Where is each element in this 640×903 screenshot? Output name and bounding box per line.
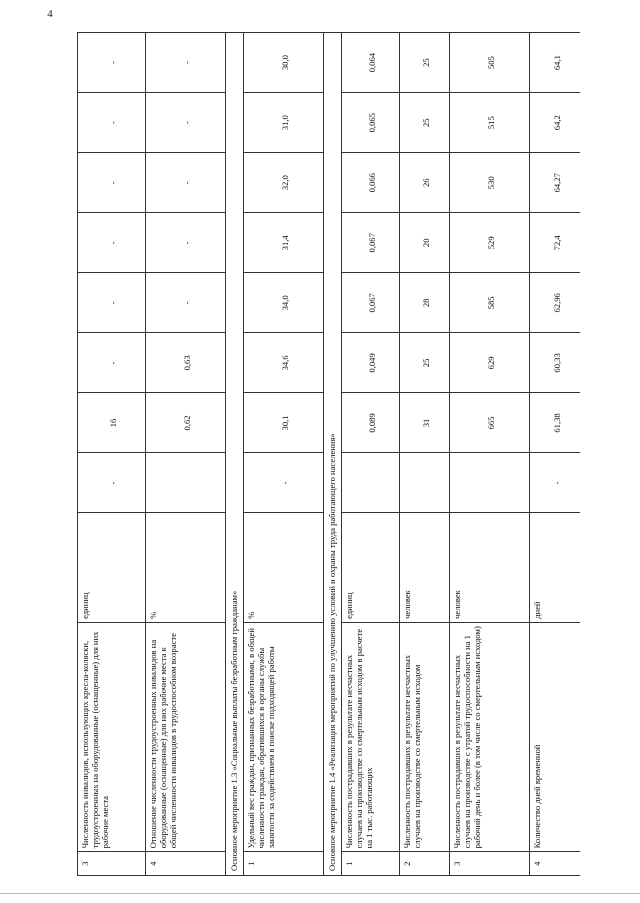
value-cell: 0,065 — [342, 93, 400, 153]
value-cell — [146, 453, 226, 513]
value-cell: 665 — [450, 393, 530, 453]
value-cell: 64,1 — [530, 33, 581, 93]
value-cell: 64,2 — [530, 93, 581, 153]
value-cell: 25 — [400, 33, 450, 93]
value-cell: 62,96 — [530, 273, 581, 333]
unit: человек — [400, 513, 450, 622]
value-cell: 629 — [450, 333, 530, 393]
table-row — [400, 33, 450, 876]
row-number: 3 — [78, 852, 146, 876]
value-cell: 30,0 — [244, 33, 324, 93]
value-cell: 0,63 — [146, 333, 226, 393]
value-cell: - — [146, 273, 226, 333]
value-cell: 530 — [450, 153, 530, 213]
value-cell: 0,067 — [342, 213, 400, 273]
indicator-name: Численность инвалидов, использующих кресла-коляски, трудоустроенных на оборудованные (оснащенные) для них рабочие места — [78, 622, 146, 852]
row-number: 1 — [342, 852, 400, 876]
value-cell: 32,0 — [244, 153, 324, 213]
value-cell: - — [78, 93, 146, 153]
value-cell: 0,064 — [342, 33, 400, 93]
value-cell: - — [78, 213, 146, 273]
value-cell: - — [244, 453, 324, 513]
page-number: 4 — [47, 8, 53, 20]
unit: человек — [450, 513, 530, 622]
value-cell: 0,049 — [342, 333, 400, 393]
value-cell: 515 — [450, 93, 530, 153]
unit: единиц — [78, 513, 146, 622]
value-cell: 0,089 — [342, 393, 400, 453]
value-cell: - — [146, 93, 226, 153]
rotated-table — [77, 32, 580, 876]
value-cell: - — [78, 333, 146, 393]
value-cell: - — [530, 453, 581, 513]
row-number: 4 — [146, 852, 226, 876]
value-cell: 0,62 — [146, 393, 226, 453]
table-row — [342, 33, 400, 876]
rotated-table-frame — [77, 32, 580, 876]
table-row — [530, 33, 581, 876]
value-cell: - — [146, 153, 226, 213]
table-row — [78, 33, 146, 876]
value-cell — [400, 453, 450, 513]
value-cell: 28 — [400, 273, 450, 333]
value-cell: 25 — [400, 93, 450, 153]
value-cell — [450, 453, 530, 513]
unit: единиц — [342, 513, 400, 622]
table-row — [244, 33, 324, 876]
row-number: 3 — [450, 852, 530, 876]
scan-edge-divider — [0, 893, 640, 894]
value-cell: 0,066 — [342, 153, 400, 213]
value-cell: 60,33 — [530, 333, 581, 393]
value-cell: 64,27 — [530, 153, 581, 213]
value-cell: - — [146, 33, 226, 93]
value-cell: 61,38 — [530, 393, 581, 453]
value-cell: 31,0 — [244, 93, 324, 153]
value-cell — [342, 453, 400, 513]
value-cell: - — [78, 153, 146, 213]
unit: % — [244, 513, 324, 622]
value-cell: 30,1 — [244, 393, 324, 453]
indicator-name: Численность пострадавших в результате несчастных случаев на производстве со смертельным исходом в расчете на 1 тыс. работающих — [342, 622, 400, 852]
value-cell: - — [146, 213, 226, 273]
table-row — [450, 33, 530, 876]
value-cell: 25 — [400, 333, 450, 393]
row-number: 1 — [244, 852, 324, 876]
table-row — [146, 33, 226, 876]
indicator-name: Количество дней временной — [530, 622, 581, 852]
unit: дней — [530, 513, 581, 622]
row-number: 4 — [530, 852, 581, 876]
indicators-table — [77, 32, 580, 876]
indicator-name: Численность пострадавших в результате несчастных случаев на производстве с утратой трудоспособности на 1 рабочий день и более (в том числе со смертельным исходом) — [450, 622, 530, 852]
value-cell: 529 — [450, 213, 530, 273]
section-row — [324, 33, 342, 876]
section-title: Основное мероприятие 1.4 «Реализация мероприятий по улучшению условий и охраны труда работающего населения» — [324, 33, 342, 876]
value-cell: 20 — [400, 213, 450, 273]
value-cell: 16 — [78, 393, 146, 453]
value-cell: - — [78, 273, 146, 333]
value-cell: - — [78, 453, 146, 513]
unit: % — [146, 513, 226, 622]
value-cell: 26 — [400, 153, 450, 213]
value-cell: 585 — [450, 273, 530, 333]
value-cell: 0,067 — [342, 273, 400, 333]
value-cell: 72,4 — [530, 213, 581, 273]
value-cell: 34,0 — [244, 273, 324, 333]
value-cell: - — [78, 33, 146, 93]
indicator-name: Удельный вес граждан, признанных безработными, в общей численности граждан, обратившихся в органы службы занятости за содействием в поиске подходящей работы — [244, 622, 324, 852]
value-cell: 505 — [450, 33, 530, 93]
row-number: 2 — [400, 852, 450, 876]
indicator-name: Отношение численности трудоустроенных инвалидов на оборудованные (оснащенные) для них рабочие места к общей численности инвалидов в трудоспособном возрасте — [146, 622, 226, 852]
value-cell: 31 — [400, 393, 450, 453]
indicator-name: Численность пострадавших в результате несчастных случаев на производстве со смертельным исходом — [400, 622, 450, 852]
section-title: Основное мероприятие 1.3 «Социальные выплаты безработным гражданам» — [226, 33, 244, 876]
value-cell: 31,4 — [244, 213, 324, 273]
section-row — [226, 33, 244, 876]
value-cell: 34,6 — [244, 333, 324, 393]
